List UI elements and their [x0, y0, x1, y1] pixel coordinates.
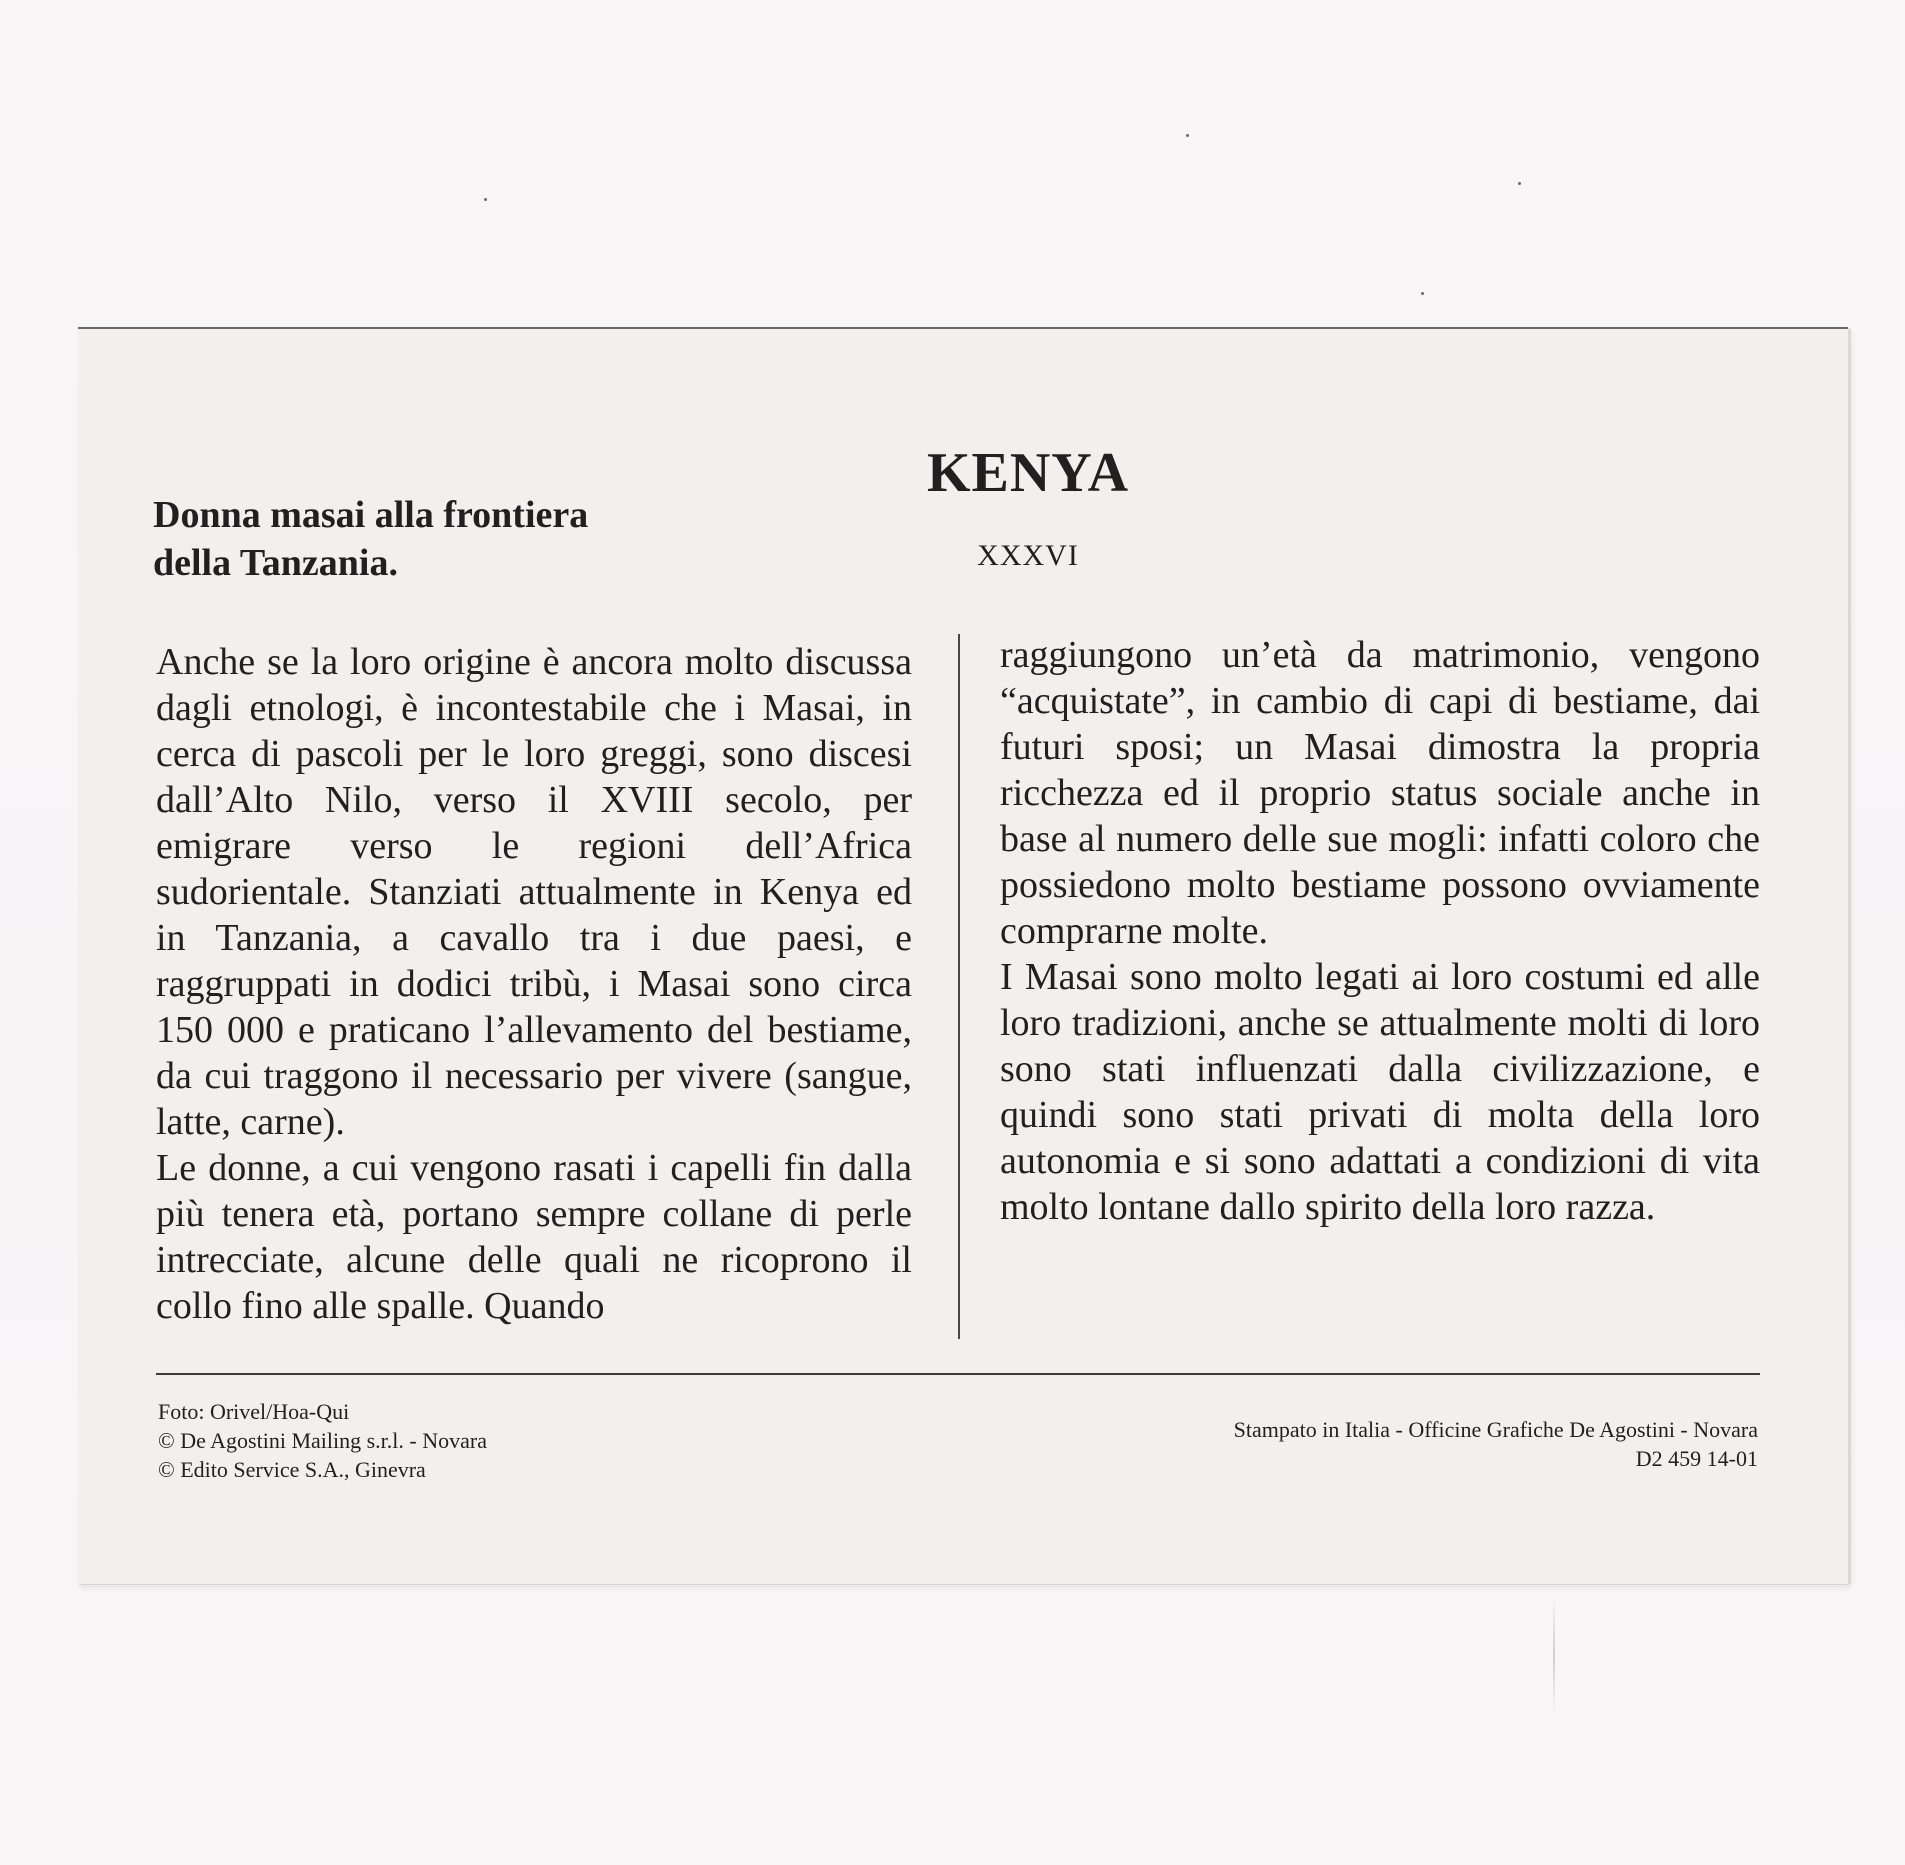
- dust-speck: [1186, 134, 1189, 137]
- print-info: [1234, 1415, 1758, 1473]
- postcard-back: [78, 327, 1848, 1584]
- subtitle-line: della Tanzania.: [153, 542, 398, 584]
- dust-speck: [1421, 292, 1424, 295]
- credit-line: © Edito Service S.A., Ginevra: [158, 1457, 426, 1482]
- text-column-left: [156, 639, 912, 1329]
- dust-speck: [484, 198, 487, 201]
- text-column-right: [1000, 632, 1760, 1230]
- card-number: XXXVI: [977, 539, 1079, 572]
- credit-line: Foto: Orivel/Hoa-Qui: [158, 1399, 350, 1424]
- subtitle-line: Donna masai alla frontiera: [153, 494, 589, 536]
- paragraph: I Masai sono molto legati ai loro costumi ed alle loro tradizioni, anche se attualmente molti di loro sono stati influenzati dalla civilizzazione, e quindi sono stati privati di molta della loro autonomia e si sono adattati a condizioni di vita molto lontane dallo spirito della loro razza.: [1000, 956, 1760, 1228]
- paragraph: Anche se la loro origine è ancora molto discussa dagli etnologi, è incontestabile che i Masai, in cerca di pascoli per le loro greggi, sono discesi dall’Alto Nilo, verso il XVIII secolo, per emigrare verso le regioni dell’Africa sudorientale. Stanziati attualmente in Kenya ed in Tanzania, a cavallo tra i due paesi, e raggruppati in dodici tribù, i Masai sono circa 150 000 e praticano l’allevamento del bestiame, da cui traggono il necessario per vivere (sangue, latte, carne).: [156, 641, 912, 1143]
- column-divider: [958, 634, 960, 1339]
- paper-fold-mark: [1553, 1595, 1555, 1715]
- product-code: D2 459 14-01: [1635, 1446, 1758, 1471]
- card-subtitle: [153, 491, 773, 587]
- dust-speck: [1518, 182, 1521, 185]
- credit-line: © De Agostini Mailing s.r.l. - Novara: [158, 1428, 487, 1453]
- printer-line: Stampato in Italia - Officine Grafiche De Agostini - Novara: [1233, 1417, 1758, 1442]
- card-title: KENYA: [926, 442, 1130, 504]
- photo-credits: [158, 1397, 487, 1484]
- card-edge: [1848, 329, 1851, 1584]
- paragraph: Le donne, a cui vengono rasati i capelli fin dalla più tenera età, portano sempre collane di perle intrecciate, alcune delle quali ne ricoprono il collo fino alle spalle. Quando: [156, 1147, 912, 1327]
- paragraph: raggiungono un’età da matrimonio, vengono “acquistate”, in cambio di capi di bestiame, dai futuri sposi; un Masai dimostra la propria ricchezza ed il proprio status sociale anche in base al numero delle sue mogli: infatti coloro che possiedono molto bestiame possono ovviamente comprarne molte.: [1000, 634, 1760, 952]
- footer-rule: [156, 1373, 1760, 1375]
